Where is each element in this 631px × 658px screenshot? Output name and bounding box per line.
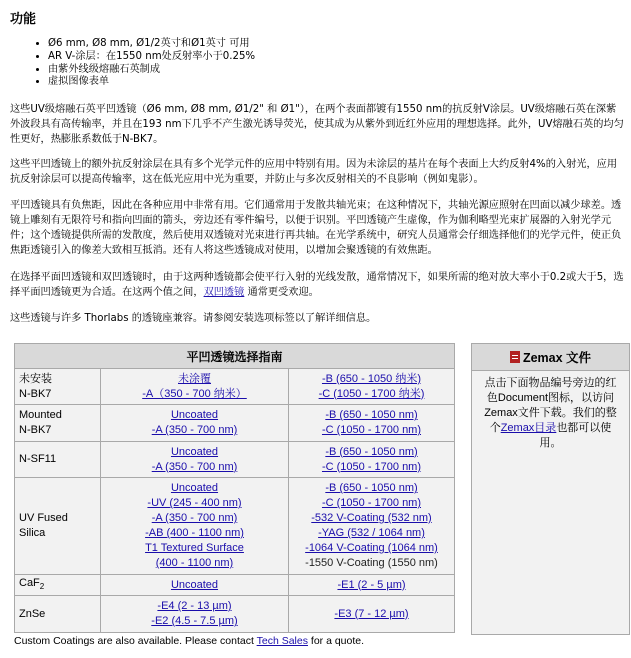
material-label-line: N-BK7 [19,387,52,400]
coating-link[interactable]: -B (650 - 1050 nm) [325,409,418,421]
coating-link[interactable]: -B (650 - 1050 纳米) [321,372,422,385]
coating-link[interactable]: -C (1050 - 1700 纳米) [318,387,425,400]
coating-link[interactable]: Uncoated [170,482,219,494]
tech-sales-link[interactable]: Tech Sales [256,635,308,647]
material-label-line: UV Fused [19,512,68,524]
coating-options [101,575,289,596]
coating-link[interactable]: -E4 (2 - 13 µm) [157,600,232,613]
zemax-panel [471,343,630,635]
list-item: • 虚拟图像表单 [48,76,255,89]
coating-link[interactable]: -A (350 - 700 nm) [151,424,238,436]
guide-title: 平凹透镜选择指南 [15,344,455,369]
coating-options [289,369,455,405]
zemax-title: Zemax 文件 [522,351,592,365]
material-label-line: N-BK7 [19,424,52,436]
table-row [15,575,455,596]
material-label [15,405,101,442]
material-label-line: ZnSe [19,607,46,620]
coating-link[interactable]: -YAG (532 / 1064 nm) [318,527,425,539]
zemax-body [472,371,629,456]
coating-options [101,478,289,575]
coating-link[interactable]: Uncoated [170,578,219,591]
coating-link[interactable]: 未涂覆 [178,372,211,385]
coating-link[interactable]: T1 Textured Surface [145,542,244,554]
coating-link[interactable]: -C (1050 - 1700 nm) [321,424,422,436]
coating-link[interactable]: -A (350 - 700 nm) [151,512,238,524]
coating-link[interactable]: Uncoated [170,445,219,458]
coating-link[interactable]: -1064 V-Coating (1064 nm) [305,542,438,554]
table-row [15,478,455,575]
features-list [30,38,255,89]
coating-options [101,442,289,478]
material-label [15,478,101,575]
footer-text-end: for a quote. [307,635,365,647]
footer-text: Custom Coatings are also available. Please contact [14,635,257,647]
coating-link[interactable]: -532 V-Coating (532 nm) [311,512,432,524]
document-icon [510,351,520,363]
selection-text: 在选择平面凹透镜和双凹透镜时，由于这两种透镜都会使平行入射的光线发散，通常情况下，如果所需的绝对放大率小于0.2或大于5，选择平面凹透镜更为合适。在这两个值之间， [10,272,624,298]
table-row [15,442,455,478]
table-row [15,405,455,442]
coating-options [101,405,289,442]
coating-link[interactable]: -C (1050 - 1700 nm) [321,497,422,509]
coating-options [289,596,455,633]
coating-options [101,369,289,405]
selection-text-end: 通常更受欢迎。 [244,287,319,298]
coating-link[interactable]: -A (350 - 700 nm) [151,460,238,473]
coating-link[interactable]: -A（350 - 700 纳米） [142,387,247,400]
custom-coatings-note [14,635,364,647]
material-label-line: N-SF11 [19,453,57,465]
zemax-catalog-link[interactable]: Zemax目录 [500,422,557,434]
coating-options [289,478,455,575]
material-label-line: Mounted [19,409,62,421]
material-label [15,596,101,633]
coating-link[interactable]: Uncoated [170,409,219,421]
coating-options [289,575,455,596]
table-row [15,369,455,405]
coating-options [289,442,455,478]
material-label-line: 未安装 [19,372,52,385]
coating-options [101,596,289,633]
list-item: • 由紫外线级熔融石英制成 [48,64,255,77]
mounts-paragraph: 这些透镜与许多 Thorlabs 的透镜座兼容。请参阅安装选项标签以了解详细信息。 [10,313,377,324]
intro-paragraph: 这些UV级熔融石英平凹透镜（Ø6 mm, Ø8 mm, Ø1/2" 和 Ø1"），在两个表面都镀有1550 nm的抗反射V涂层。UV级熔融石英在深紫外波段具有高传输率，并且在193 nm下几乎不产生激光诱导荧光，使其成为从紫外到近红外应用的理想选择。此外，UV熔融石英的均匀性更好，热膨胀系数低于N-BK7。 [10,104,624,145]
coating-link[interactable]: -C (1050 - 1700 nm) [321,460,422,473]
table-row [15,596,455,633]
coating-paragraph: 这些平凹透镜上的额外抗反射涂层在具有多个光学元件的应用中特别有用。因为未涂层的基片在每个表面上大约反射4%的入射光，应用抗反射涂层可以提高传输率，这在低光应用中光为重要，并防止与多次反射相关的不良影响（例如鬼影）。 [10,159,618,185]
list-item: • Ø6 mm, Ø8 mm, Ø1/2英寸和Ø1英寸 可用 [48,38,255,51]
material-label [15,442,101,478]
zemax-text-end: 也都可以使用。 [539,422,612,449]
coating-link[interactable]: -E2 (4.5 - 7.5 µm) [151,615,238,628]
zemax-text: 点击下面物品编号旁边的红色Document图标，以访问Zemax文件下载。我们的整个 [484,377,617,434]
coating-link[interactable]: -B (650 - 1050 nm) [325,445,418,458]
selection-paragraph [10,270,626,300]
coating-link[interactable]: -AB (400 - 1100 nm) [145,527,244,539]
material-label [15,369,101,405]
coating-link[interactable]: -E1 (2 - 5 µm) [337,578,406,591]
coating-link[interactable]: -E3 (7 - 12 µm) [334,607,409,620]
usage-paragraph: 平凹透镜具有负焦距，因此在各种应用中非常有用。它们通常用于发散共轴光束；在这种情况下，共轴光源应照射在凹面以减少球差。透镜上雕刻有无限符号和指向凹面的箭头，旁边还有零件编号，以便于识别。平凹透镜产生虚像，作为伽利略型光束扩展器的入射光学元件；这个透镜提供所需的发散度，然后使用双透镜对光束进行再共轴。在光学系统中，研究人员通常会仔细选择他们的光学元件，使正负焦距透镜引入的像差大致相互抵消。还有人将这些透镜成对使用，以增加会聚透镜的有效焦距。 [10,200,622,256]
features-title: 功能 [10,12,37,27]
coating-link[interactable]: -UV (245 - 400 nm) [147,497,242,509]
bi-concave-link[interactable]: 双凹透镜 [203,287,245,298]
coating-link[interactable]: (400 - 1100 nm) [155,557,234,569]
coating-text: -1550 V-Coating (1550 nm) [305,557,438,569]
zemax-header [472,344,629,371]
coating-link[interactable]: -B (650 - 1050 nm) [325,482,418,494]
list-item: • AR V-涂层：在1550 nm处反射率小于0.25% [48,51,255,64]
coating-options [289,405,455,442]
material-label-line: Silica [19,527,46,539]
material-label [15,575,101,596]
material-label-line: CaF$_2$ [19,577,45,592]
selection-guide-table [14,343,455,633]
